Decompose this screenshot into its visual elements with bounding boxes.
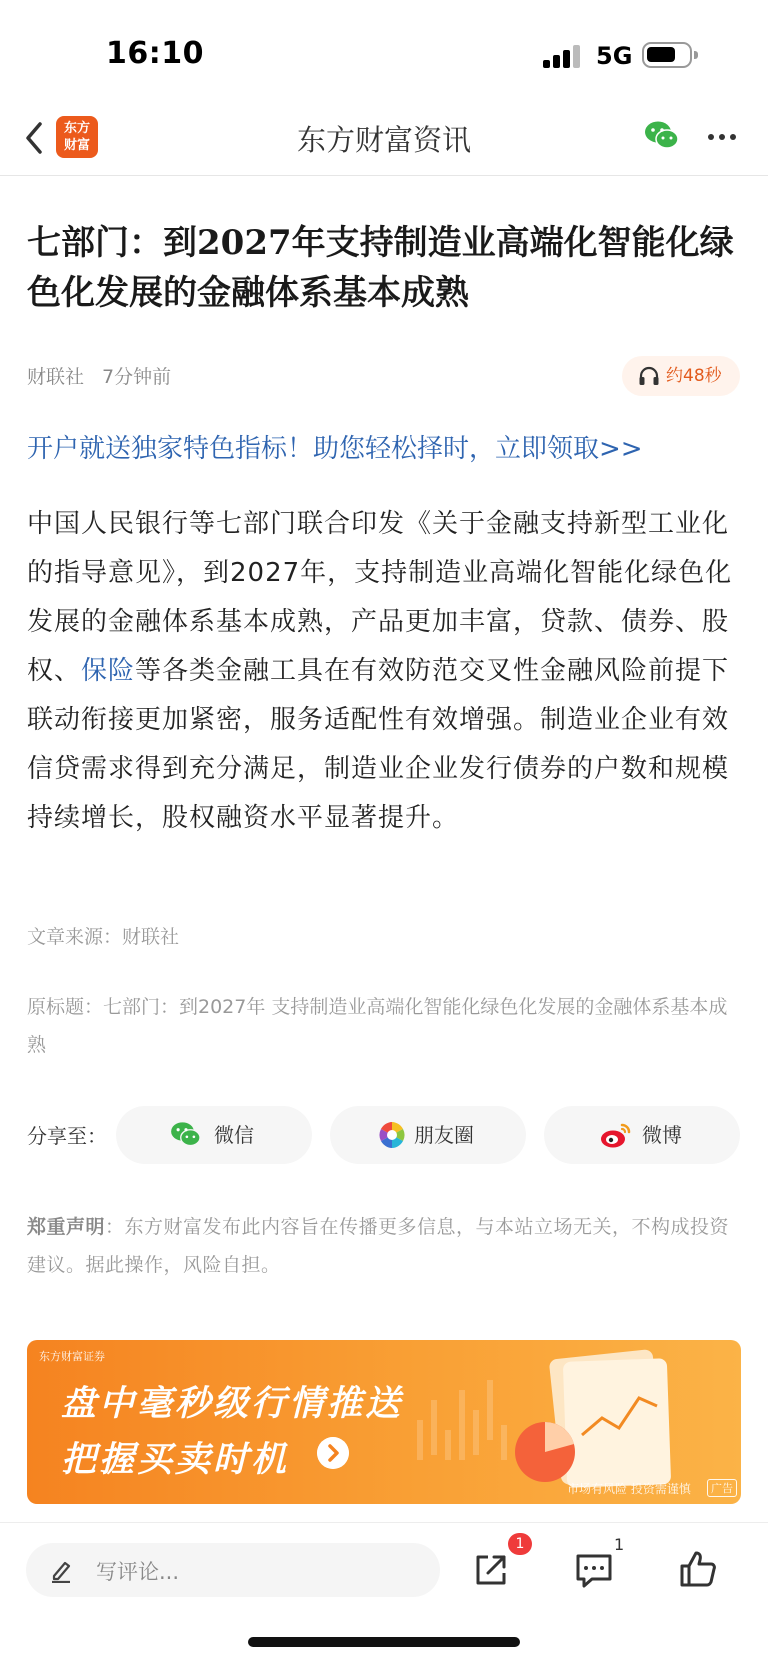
comment-icon[interactable]: [574, 1551, 614, 1589]
comment-count: 1: [614, 1535, 625, 1554]
status-time: 16:10: [106, 36, 204, 71]
share-icon[interactable]: [472, 1551, 510, 1589]
home-indicator: [248, 1637, 520, 1647]
share-count-badge: 1: [508, 1533, 532, 1555]
network-label: 5G: [596, 42, 633, 70]
comment-input[interactable]: [26, 1543, 440, 1597]
banner-subheadline: 把握买卖时机: [61, 1440, 290, 1480]
keyword-link-insurance[interactable]: 保险: [81, 656, 136, 686]
promo-link[interactable]: 开户就送独家特色指标！助您轻松择时，立即领取>>: [27, 434, 643, 464]
body-text-cont: 等各类金融工具在有效防范交叉性金融风险前提下联动衔接更加紧密，服务适配性有效增强。制造业企业有效信贷需求得到充分满足，制造业企业发行债券的户数和规模持续增长，股权融资水平显著提升。: [27, 656, 730, 833]
brand-logo-line1: 东方: [63, 121, 90, 136]
moments-icon: [378, 1121, 406, 1149]
headphone-icon: [638, 366, 660, 386]
share-weibo-button[interactable]: [544, 1106, 740, 1164]
source-line: 文章来源：财联社: [27, 926, 180, 948]
disclaimer-label: 郑重声明: [27, 1216, 106, 1238]
share-moments-label: 朋友圈: [414, 1123, 474, 1147]
weibo-icon: [600, 1121, 632, 1149]
article-time: 7分钟前: [102, 366, 172, 388]
wechat-icon: [170, 1121, 202, 1149]
more-icon[interactable]: [708, 134, 738, 142]
pen-icon: [48, 1557, 74, 1583]
share-wechat-button[interactable]: [116, 1106, 312, 1164]
share-weibo-label: 微博: [642, 1123, 682, 1147]
nav-bar: [0, 100, 768, 176]
chevron-right-icon: [317, 1437, 349, 1469]
disclaimer: [27, 1208, 743, 1284]
original-title: 原标题：七部门：到2027年 支持制造业高端化智能化绿色化发展的金融体系基本成熟: [27, 996, 728, 1056]
banner-headline: 盘中毫秒级行情推送: [61, 1384, 404, 1424]
article-meta: [27, 362, 171, 389]
page-title: 东方财富资讯: [296, 123, 471, 157]
brand-logo-line2: 财富: [63, 138, 90, 153]
article-source[interactable]: 财联社: [27, 366, 85, 388]
share-moments-button[interactable]: [330, 1106, 526, 1164]
banner-risk-notice: 市场有风险 投资需谨慎: [567, 1482, 691, 1496]
comment-placeholder: 写评论...: [96, 1560, 180, 1584]
share-wechat-label: 微信: [214, 1123, 254, 1147]
thumbs-up-icon[interactable]: [678, 1549, 718, 1589]
status-bar: [0, 0, 768, 110]
listen-duration: 约48秒: [666, 366, 722, 386]
ad-banner[interactable]: [27, 1340, 741, 1504]
body-text: 中国人民银行等七部门联合印发《关于金融支持新型工业化的指导意见》，到2027年，支持制造业高端化智能化绿色化发展的金融体系基本成熟，产品更加丰富，贷款、债券、股权、: [27, 509, 733, 686]
disclaimer-text: ：东方财富发布此内容旨在传播更多信息，与本站立场无关，不构成投资建议。据此操作，风险自担。: [27, 1216, 730, 1276]
wechat-share-icon[interactable]: [644, 120, 680, 152]
ad-label: 广告: [707, 1479, 737, 1497]
listen-button[interactable]: [622, 356, 740, 396]
signal-icon: [543, 44, 583, 68]
battery-icon: [642, 42, 692, 68]
article-title: 七部门：到2027年支持制造业高端化智能化绿色化发展的金融体系基本成熟: [27, 223, 734, 313]
share-label: 分享至：: [27, 1124, 107, 1148]
article-body: [27, 500, 743, 843]
banner-brand: 东方财富证券: [39, 1350, 105, 1363]
